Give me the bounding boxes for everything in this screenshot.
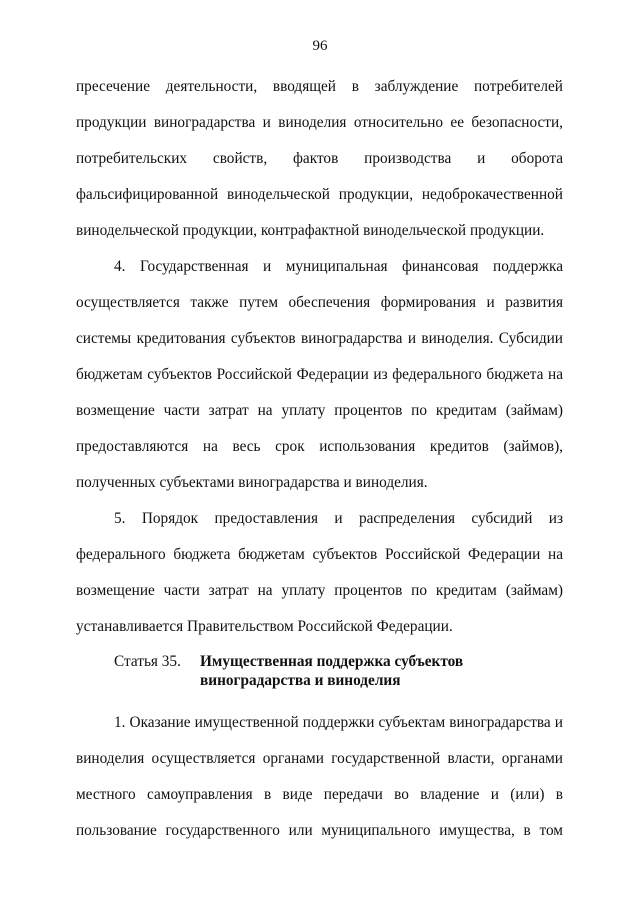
text-line: виноделия осуществляется органами государственной власти, органами: [76, 750, 563, 767]
article-title: Имущественная поддержка субъектов виноградарства и виноделия: [200, 653, 464, 689]
text-line: 1. Оказание имущественной поддержки субъектам виноградарства и: [114, 714, 563, 731]
text-line: возмещение части затрат на уплату процентов по кредитам (займам): [76, 402, 563, 419]
text-line: бюджетам субъектов Российской Федерации из федерального бюджета на: [76, 366, 563, 383]
text-line: продукции виноградарства и виноделия относительно ее безопасности,: [76, 114, 563, 131]
text-line: осуществляется также путем обеспечения формирования и развития: [76, 294, 563, 311]
article-number: Статья 35.: [114, 653, 181, 670]
text-line: предоставляются на весь срок использования кредитов (займов),: [76, 438, 563, 455]
text-line: полученных субъектами виноградарства и виноделия.: [76, 474, 428, 491]
text-line: системы кредитования субъектов виноградарства и виноделия. Субсидии: [76, 330, 563, 347]
text-line: потребительских свойств, фактов производства и оборота: [76, 150, 563, 167]
page-number: 96: [312, 38, 328, 54]
text-line: 4. Государственная и муниципальная финансовая поддержка: [114, 258, 563, 275]
text-line: возмещение части затрат на уплату процентов по кредитам (займам): [76, 582, 563, 599]
text-line: пользование государственного или муниципального имущества, в том: [76, 822, 563, 839]
text-line: местного самоуправления в виде передачи во владение и (или) в: [76, 786, 563, 803]
text-line: 5. Порядок предоставления и распределения субсидий из: [114, 510, 563, 527]
text-line: винодельческой продукции, контрафактной винодельческой продукции.: [76, 222, 545, 239]
text-line: пресечение деятельности, вводящей в заблуждение потребителей: [76, 78, 563, 95]
text-line: устанавливается Правительством Российской Федерации.: [76, 618, 453, 635]
text-line: фальсифицированной винодельческой продукции, недоброкачественной: [76, 186, 563, 203]
text-line: федерального бюджета бюджетам субъектов Российской Федерации на: [76, 546, 563, 563]
